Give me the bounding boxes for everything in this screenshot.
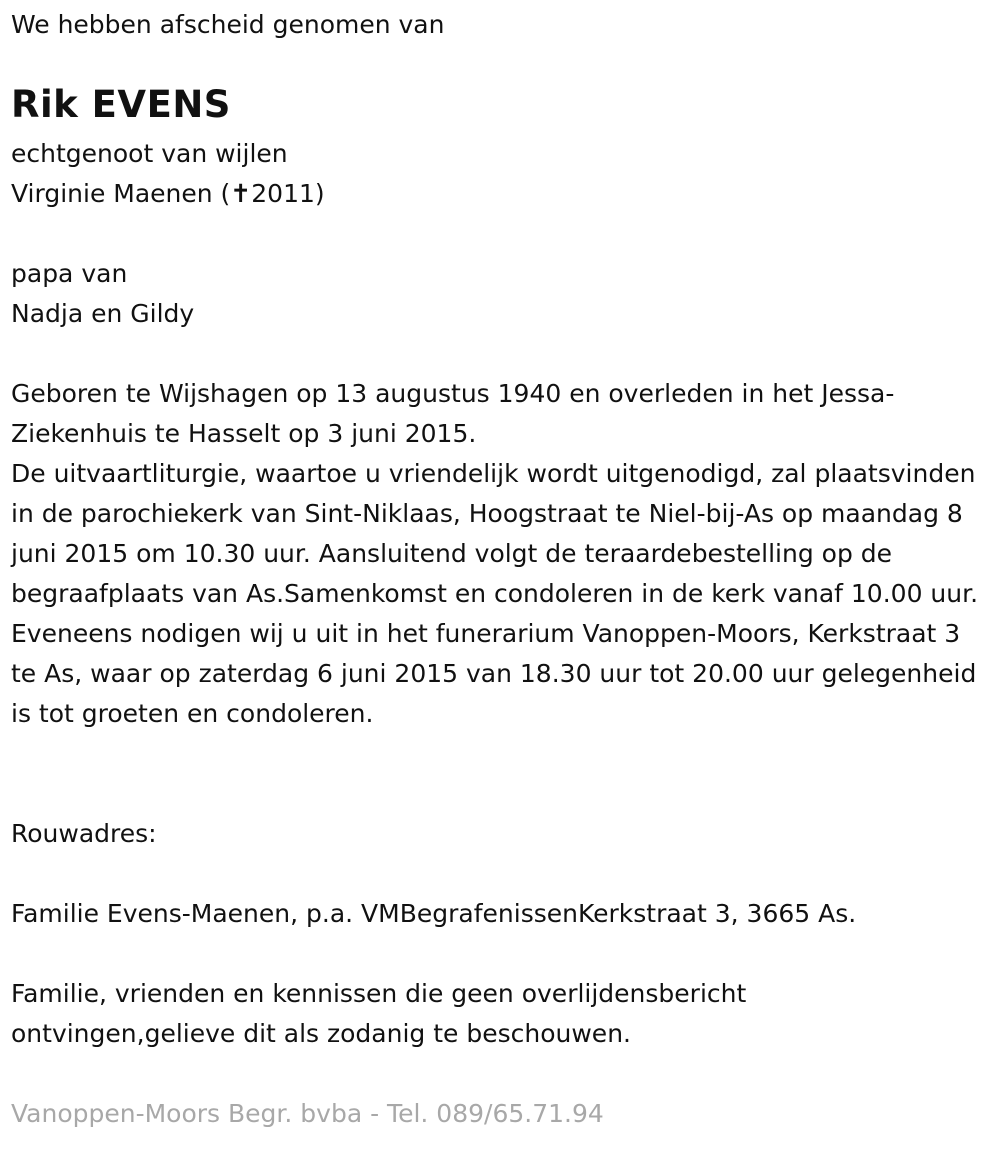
closing-line: Familie, vrienden en kennissen die geen overlijdensbericht (11, 979, 747, 1008)
spouse-block (11, 134, 325, 214)
footer-contact: Vanoppen-Moors Begr. bvba - Tel. 089/65.71.94 (11, 1099, 604, 1128)
spouse-line: Virginie Maenen (✝2011) (11, 179, 325, 208)
funerarium-paragraph: Eveneens nodigen wij u uit in het funerarium Vanoppen-Moors, Kerkstraat 3 te As, waar op zaterdag 6 juni 2015 van 18.30 uur tot 20.00 uur gelegenheid is tot groeten en condoleren. (11, 619, 977, 728)
mourning-address: Familie Evens-Maenen, p.a. VMBegrafenissenKerkstraat 3, 3665 As. (11, 899, 857, 928)
closing-line: ontvingen,gelieve dit als zodanig te beschouwen. (11, 1019, 631, 1048)
closing-block (11, 974, 746, 1054)
children-line: papa van (11, 259, 128, 288)
details-block (11, 374, 986, 734)
children-block (11, 254, 194, 334)
birth-death-paragraph: Geboren te Wijshagen op 13 augustus 1940 en overleden in het Jessa-Ziekenhuis te Hasselt op 3 juni 2015. (11, 379, 895, 448)
deceased-name: Rik EVENS (11, 83, 231, 126)
spouse-line: echtgenoot van wijlen (11, 139, 288, 168)
children-line: Nadja en Gildy (11, 299, 195, 328)
funeral-paragraph: De uitvaartliturgie, waartoe u vriendelijk wordt uitgenodigd, zal plaatsvinden in de parochiekerk van Sint-Niklaas, Hoogstraat te Niel-bij-As op maandag 8 juni 2015 om 10.30 uur. Aansluitend volgt de teraardebestelling op de begraafplaats van As.Samenkomst en condoleren in de kerk vanaf 10.00 uur. (11, 459, 979, 608)
address-heading: Rouwadres: (11, 819, 157, 848)
intro-text: We hebben afscheid genomen van (11, 10, 445, 39)
